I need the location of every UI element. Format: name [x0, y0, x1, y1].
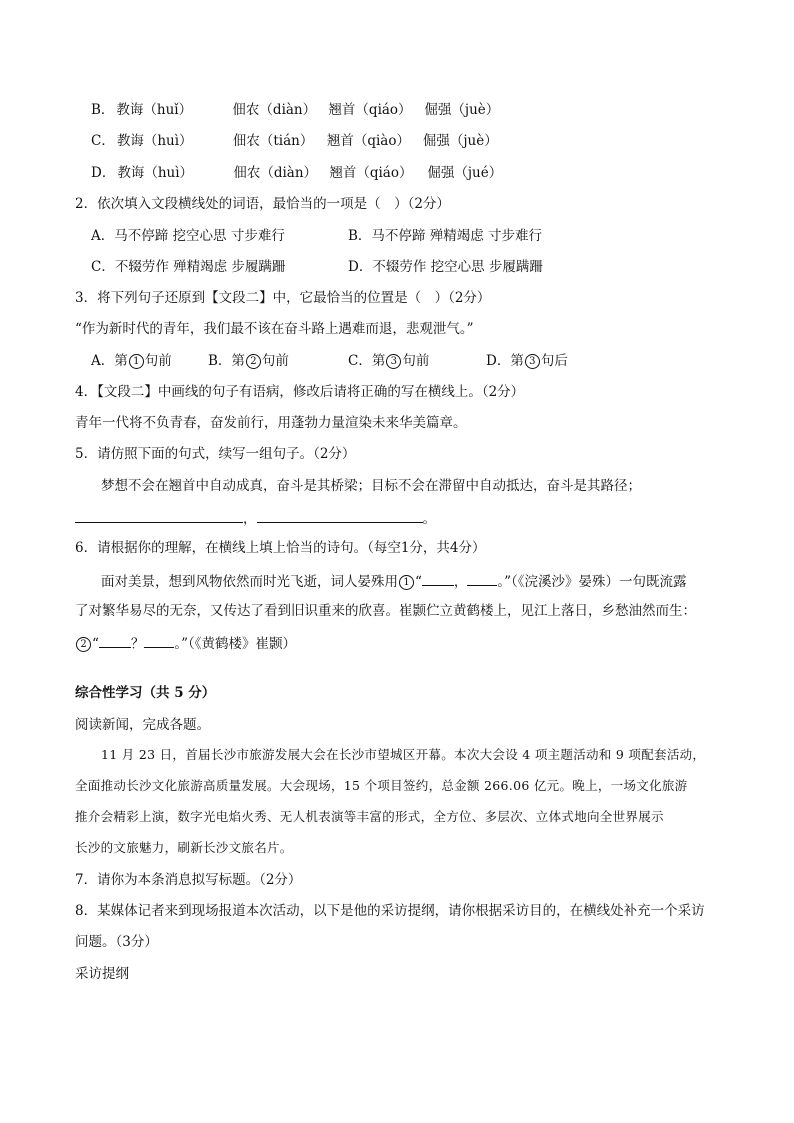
q3-option-a: A．第 1 句前: [91, 353, 172, 369]
q6-line-3: 2 “ ？ 。”（《黄鹤楼》崔颢）: [75, 633, 296, 653]
q3-option-d: D．第 3 句后: [486, 353, 568, 369]
q1-option-b: B． 教诲（huǐ） 佃农（diàn） 翘首（qiáo） 倔强（juè）: [91, 102, 500, 118]
section-title: 综合性学习（共 5 分）: [75, 685, 216, 701]
q2-option-c: C．不辍劳作 殚精竭虑 步履蹒跚: [91, 259, 286, 275]
section-intro: 阅读新闻，完成各题。: [75, 717, 210, 733]
q2-option-d: D．不辍劳作 挖空心思 步履蹒跚: [348, 259, 543, 275]
q8-stem-line-1: 8．某媒体记者来到现场报道本次活动，以下是他的采访提纲，请你根据采访目的，在横线处补充一个采访: [75, 903, 705, 919]
q4-stem: 4．【文段二】中画线的句子有语病，修改后请将正确的写在横线上。（2分）: [75, 384, 525, 400]
q6-stem: 6．请根据你的理解，在横线上填上恰当的诗句。（每空1分，共4分）: [75, 540, 486, 556]
answer-blank[interactable]: [257, 508, 423, 523]
circled-number: 1: [399, 575, 414, 590]
answer-blank[interactable]: [467, 571, 497, 586]
answer-blank[interactable]: [75, 508, 243, 523]
news-line-2: 全面推动长沙文化旅游高质量发展。大会现场，15 个项目签约，总金额 266.06 亿元。晚上，一场文化旅游: [75, 778, 688, 793]
q1-option-c: C． 教诲（huì） 佃农（tián） 翘首（qiào） 倔强（juè）: [91, 133, 498, 149]
news-line-1: 11 月 23 日，首届长沙市旅游发展大会在长沙市望城区开幕。本次大会设 4 项主题活动和 9 项配套活动，: [101, 747, 706, 762]
circled-number: 3: [386, 354, 401, 369]
answer-blank[interactable]: [144, 633, 174, 648]
q7-stem: 7．请你为本条消息拟写标题。（2分）: [75, 872, 302, 888]
q6-line-2: 了对繁华易尽的无奈，又传达了看到旧识重来的欣喜。崔颢伫立黄鹤楼上，见江上落日，乡愁油然而生：: [75, 603, 696, 619]
circled-number: 1: [129, 354, 144, 369]
q2-option-a: A．马不停蹄 挖空心思 寸步难行: [91, 228, 285, 244]
q5-stem: 5．请仿照下面的句式，续写一组句子。（2分）: [75, 446, 356, 462]
q5-answer-line: ， 。: [75, 508, 436, 528]
circled-number: 3: [525, 354, 540, 369]
q3-option-c: C．第 3 句前: [348, 353, 430, 369]
q1-option-d: D． 教诲（huì） 佃农（diàn） 翘首（qiáo） 倔强（jué）: [91, 165, 503, 181]
answer-blank[interactable]: [422, 571, 454, 586]
q4-sentence: 青年一代将不负青春，奋发前行，用蓬勃力量渲染未来华美篇章。: [75, 415, 467, 431]
q3-quote: “作为新时代的青年，我们最不该在奋斗路上遇难而退，悲观泄气。”: [75, 321, 474, 337]
answer-blank[interactable]: [99, 633, 131, 648]
circled-number: 2: [76, 637, 91, 652]
q5-model: 梦想不会在翘首中自动成真，奋斗是其桥梁；目标不会在滞留中自动抵达，奋斗是其路径；: [101, 478, 641, 494]
circled-number: 2: [246, 354, 261, 369]
news-line-4: 长沙的文旅魅力，刷新长沙文旅名片。: [75, 840, 293, 855]
q2-option-b: B．马不停蹄 殚精竭虑 寸步难行: [348, 228, 543, 244]
q8-stem-line-2: 问题。（3分）: [75, 934, 158, 950]
interview-outline-heading: 采访提纲: [75, 966, 129, 982]
news-line-3: 推介会精彩上演，数字光电焰火秀、无人机表演等丰富的形式，全方位、多层次、立体式地向全世界展示: [75, 809, 664, 824]
q3-option-b: B．第 2 句前: [208, 353, 289, 369]
q6-line-1: 面对美景，想到风物依然而时光飞逝，词人晏殊用 1 “ ， 。”（《浣溪沙》晏殊）一句既流露: [101, 571, 687, 591]
q2-stem: 2．依次填入文段横线处的词语，最恰当的一项是（ ）（2分）: [75, 196, 450, 212]
q3-stem: 3．将下列句子还原到【文段二】中，它最恰当的位置是（ ）（2分）: [75, 290, 491, 306]
